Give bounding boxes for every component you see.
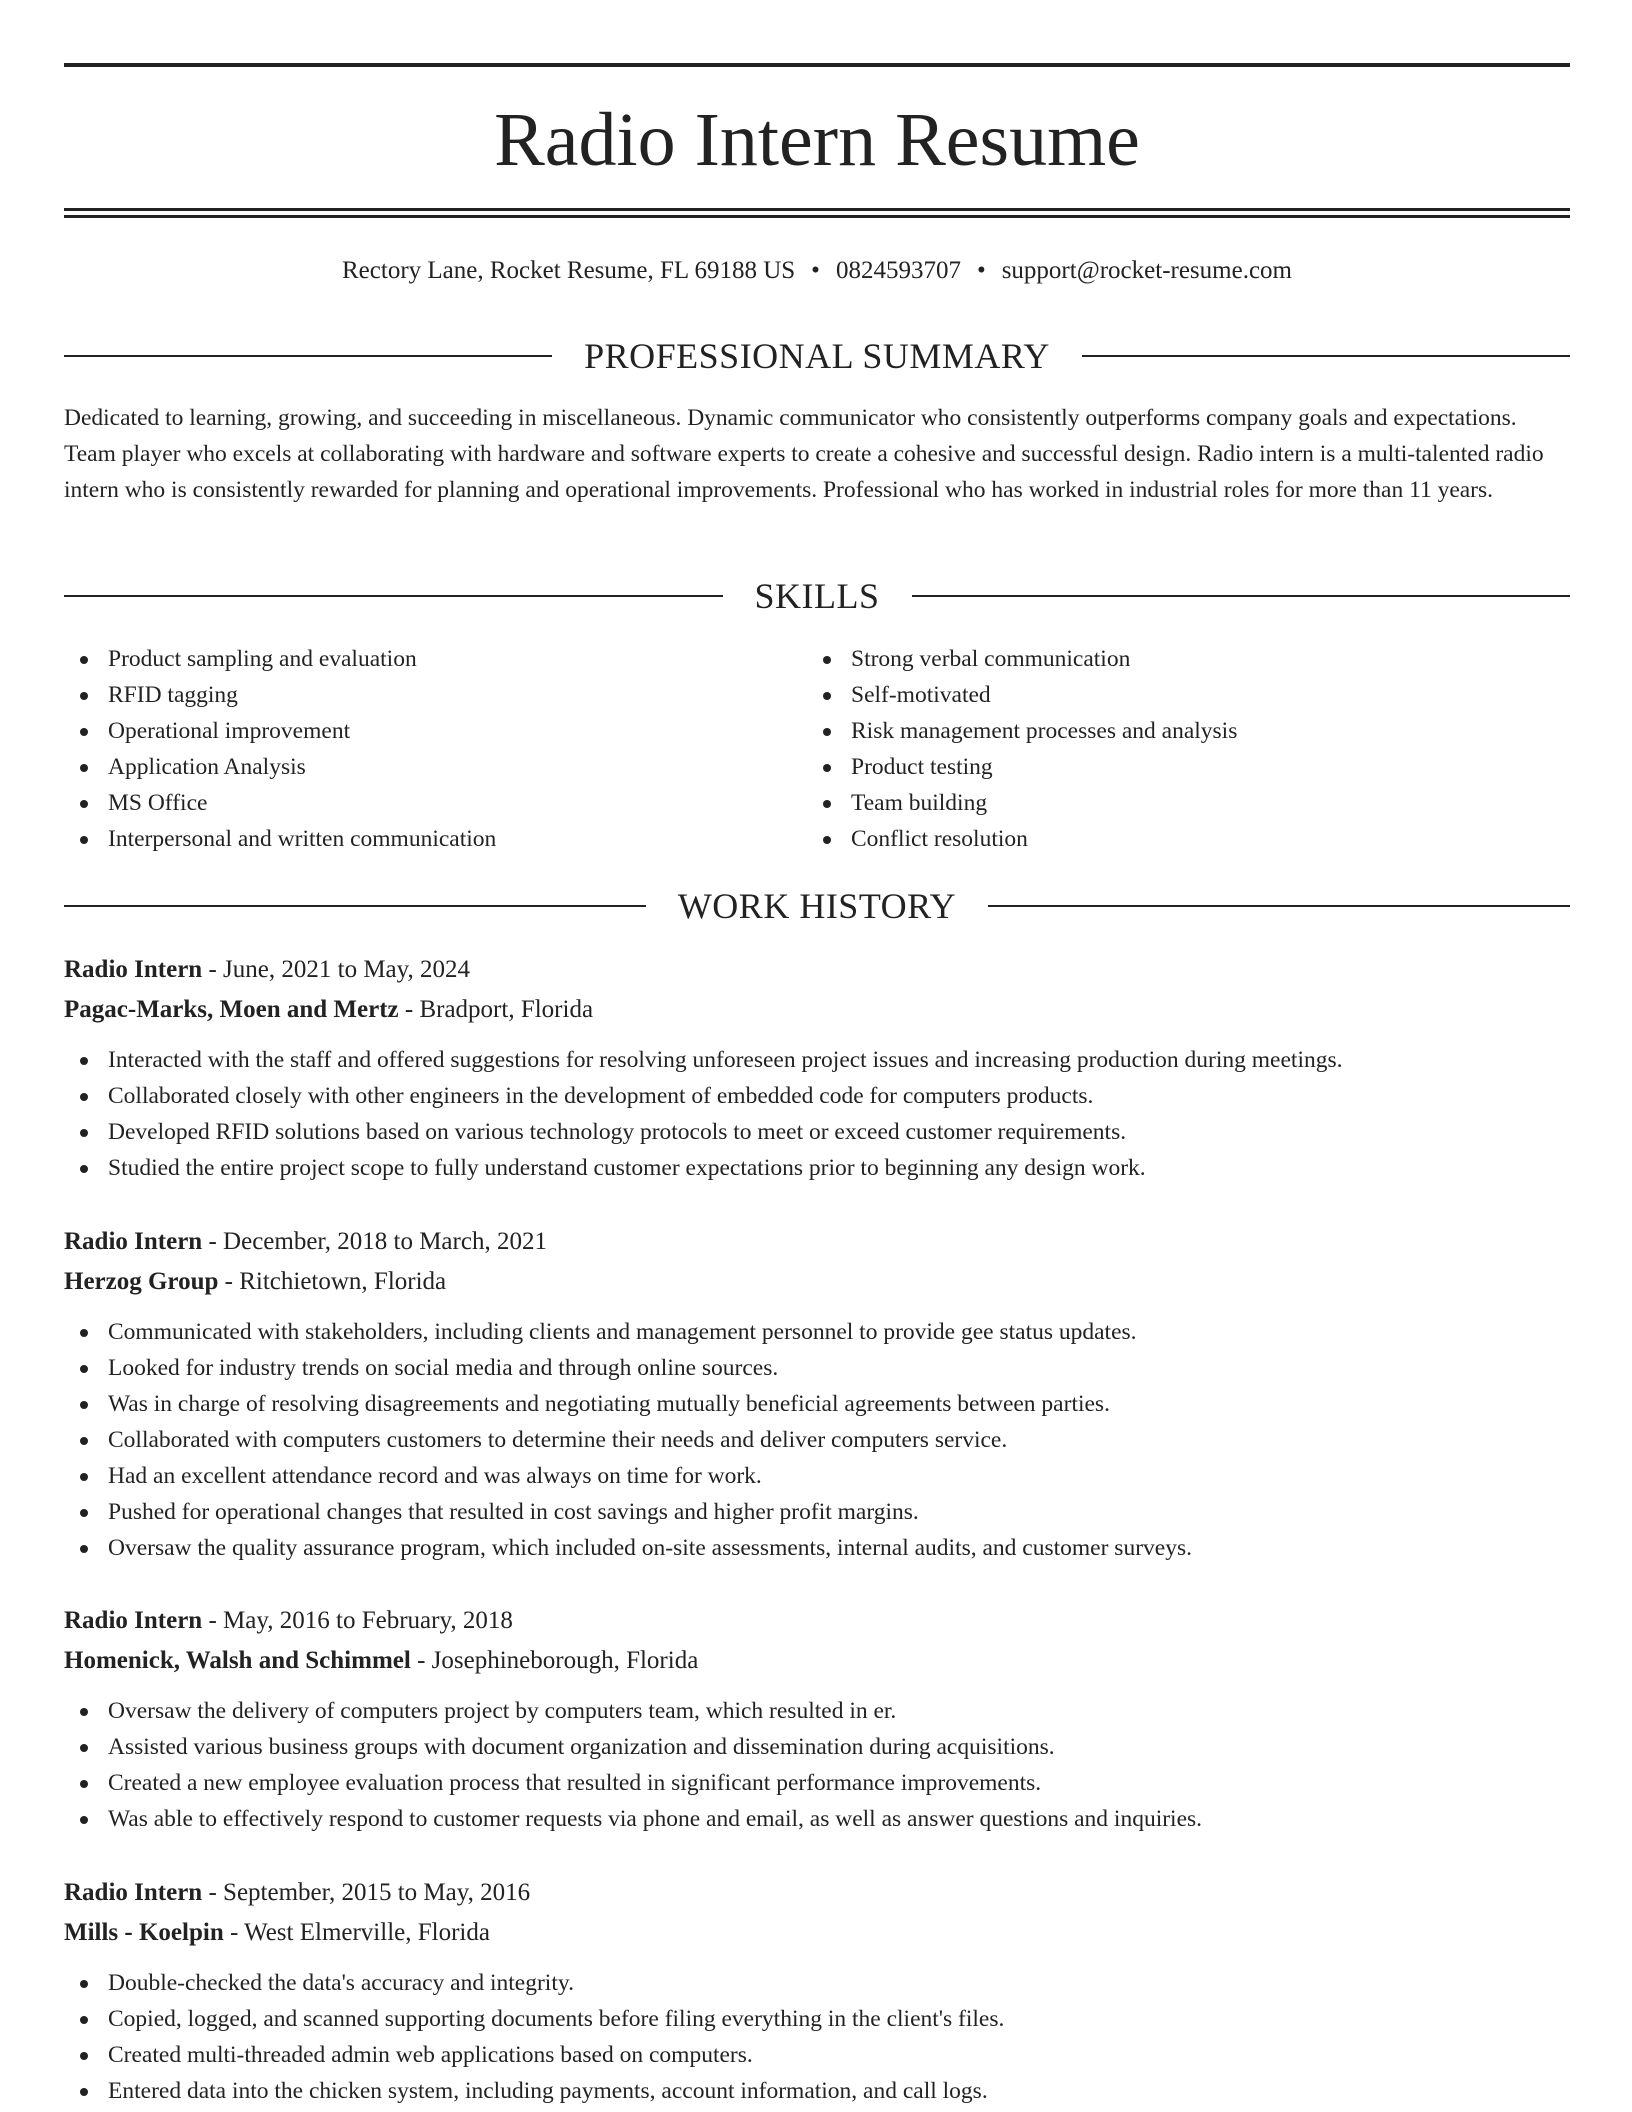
contact-line <box>64 256 1570 286</box>
job-title-line <box>64 1873 1570 1913</box>
skill-item: Team building <box>807 785 1237 821</box>
skills-list-left <box>64 641 496 857</box>
job-bullet: Collaborated with computers customers to determine their needs and deliver computers service. <box>64 1422 1570 1458</box>
job-dates: - June, 2021 to May, 2024 <box>202 956 471 983</box>
job-dates: - May, 2016 to February, 2018 <box>202 1607 513 1634</box>
job-company: Herzog Group <box>64 1268 219 1295</box>
contact-email: support@rocket-resume.com <box>1001 257 1292 284</box>
summary-heading-label: PROFESSIONAL SUMMARY <box>584 336 1050 376</box>
skills-heading-label: SKILLS <box>754 576 880 616</box>
skills-list-right <box>807 641 1237 857</box>
skill-item: Self-motivated <box>807 677 1237 713</box>
job-company-line <box>64 1641 1570 1681</box>
job-bullet: Studied the entire project scope to fully understand customer expectations prior to beginning any design work. <box>64 1150 1570 1186</box>
contact-address: Rectory Lane, Rocket Resume, FL 69188 US <box>342 257 796 284</box>
job-bullet: Interacted with the staff and offered suggestions for resolving unforeseen project issues and increasing production during meetings. <box>64 1042 1570 1078</box>
job-bullet: Had an excellent attendance record and was always on time for work. <box>64 1458 1570 1494</box>
job-entry <box>64 1873 1570 2109</box>
contact-separator: • <box>811 257 820 284</box>
job-bullet: Double-checked the data's accuracy and integrity. <box>64 1965 1570 2001</box>
job-bullet: Created multi-threaded admin web applications based on computers. <box>64 2037 1570 2073</box>
job-bullet: Oversaw the quality assurance program, which included on-site assessments, internal audits, and customer surveys. <box>64 1530 1570 1566</box>
skill-item: Strong verbal communication <box>807 641 1237 677</box>
job-location: - Josephineborough, Florida <box>410 1647 699 1674</box>
job-title: Radio Intern <box>64 1228 203 1255</box>
heading-rule-left <box>64 355 552 357</box>
skills-heading <box>64 574 1570 618</box>
job-bullets <box>64 1042 1570 1186</box>
title-double-rule <box>64 208 1570 218</box>
job-location: - West Elmerville, Florida <box>223 1919 490 1946</box>
skill-item: Conflict resolution <box>807 821 1237 857</box>
job-title-line <box>64 950 1570 990</box>
job-bullet: Oversaw the delivery of computers project by computers team, which resulted in er. <box>64 1693 1570 1729</box>
job-bullet: Assisted various business groups with document organization and dissemination during acquisitions. <box>64 1729 1570 1765</box>
job-dates: - December, 2018 to March, 2021 <box>202 1228 547 1255</box>
work-heading <box>64 884 1570 928</box>
job-entry <box>64 950 1570 1186</box>
job-company-line <box>64 1262 1570 1302</box>
job-entry <box>64 1601 1570 1837</box>
job-company: Pagac-Marks, Moen and Mertz <box>64 996 399 1023</box>
job-bullets <box>64 1965 1570 2109</box>
job-company: Homenick, Walsh and Schimmel <box>64 1647 411 1674</box>
job-bullet: Developed RFID solutions based on various technology protocols to meet or exceed customer requirements. <box>64 1114 1570 1150</box>
job-bullet: Pushed for operational changes that resulted in cost savings and higher profit margins. <box>64 1494 1570 1530</box>
skill-item: Product testing <box>807 749 1237 785</box>
heading-rule-right <box>988 905 1570 907</box>
resume-title: Radio Intern Resume <box>494 98 1140 182</box>
contact-phone: 0824593707 <box>835 257 961 284</box>
job-bullet: Communicated with stakeholders, including clients and management personnel to provide gee status updates. <box>64 1314 1570 1350</box>
job-bullet: Collaborated closely with other engineers in the development of embedded code for computers products. <box>64 1078 1570 1114</box>
heading-rule-right <box>1082 355 1570 357</box>
job-bullet: Entered data into the chicken system, including payments, account information, and call logs. <box>64 2073 1570 2109</box>
job-bullet: Copied, logged, and scanned supporting documents before filing everything in the client's files. <box>64 2001 1570 2037</box>
skill-item: Product sampling and evaluation <box>64 641 496 677</box>
job-title: Radio Intern <box>64 1879 203 1906</box>
skill-item: Operational improvement <box>64 713 496 749</box>
work-heading-label: WORK HISTORY <box>677 886 957 926</box>
job-bullets <box>64 1693 1570 1837</box>
heading-rule-right <box>912 595 1571 597</box>
job-bullet: Was in charge of resolving disagreements and negotiating mutually beneficial agreements between parties. <box>64 1386 1570 1422</box>
top-rule <box>64 63 1570 67</box>
summary-text: Dedicated to learning, growing, and succeeding in miscellaneous. Dynamic communicator who consistently outperforms company goals and expectations. Team player who excels at collaborating with hardware and software experts to create a cohesive and successful design. Radio intern is a multi-talented radio intern who is consistently rewarded for planning and operational improvements. Professional who has worked in industrial roles for more than 11 years. <box>64 405 1544 503</box>
job-location: - Ritchietown, Florida <box>218 1268 447 1295</box>
job-entry <box>64 1222 1570 1566</box>
job-company: Mills - Koelpin <box>64 1919 224 1946</box>
heading-rule-left <box>64 595 723 597</box>
summary-heading <box>64 334 1570 378</box>
job-location: - Bradport, Florida <box>398 996 594 1023</box>
skill-item: RFID tagging <box>64 677 496 713</box>
job-company-line <box>64 1913 1570 1953</box>
job-bullet: Looked for industry trends on social media and through online sources. <box>64 1350 1570 1386</box>
job-title: Radio Intern <box>64 1607 203 1634</box>
job-bullet: Was able to effectively respond to customer requests via phone and email, as well as answer questions and inquiries. <box>64 1801 1570 1837</box>
job-bullet: Created a new employee evaluation process that resulted in significant performance improvements. <box>64 1765 1570 1801</box>
contact-separator: • <box>976 257 986 284</box>
job-title-line <box>64 1222 1570 1262</box>
job-company-line <box>64 990 1570 1030</box>
skill-item: MS Office <box>64 785 496 821</box>
job-title: Radio Intern <box>64 956 203 983</box>
job-bullets <box>64 1314 1570 1566</box>
skill-item: Application Analysis <box>64 749 496 785</box>
skill-item: Interpersonal and written communication <box>64 821 496 857</box>
skill-item: Risk management processes and analysis <box>807 713 1237 749</box>
heading-rule-left <box>64 905 646 907</box>
job-title-line <box>64 1601 1570 1641</box>
job-dates: - September, 2015 to May, 2016 <box>202 1879 531 1906</box>
